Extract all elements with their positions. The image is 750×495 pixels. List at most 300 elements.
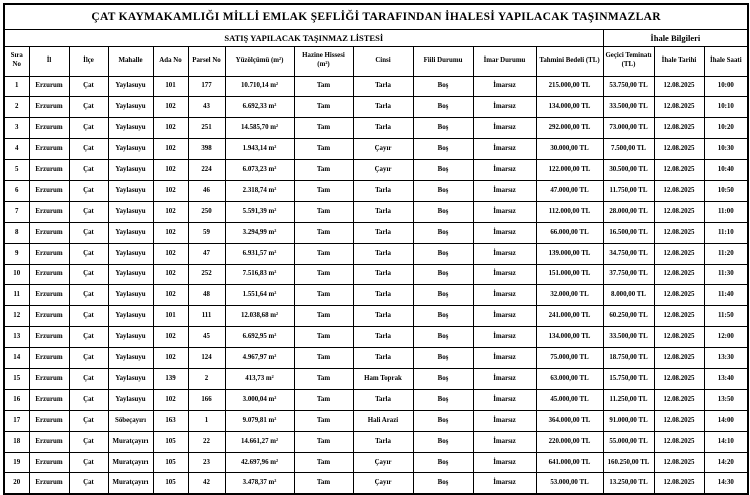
table-cell: 63.000,00 TL (536, 368, 603, 389)
table-cell: Çat (69, 368, 108, 389)
table-cell: Erzurum (29, 368, 69, 389)
table-cell: Boş (413, 410, 473, 431)
table-row (4, 118, 748, 139)
table-cell: Tam (294, 243, 353, 264)
table-row (4, 473, 748, 494)
table-cell: 139 (153, 368, 188, 389)
table-cell: İmarsız (473, 431, 536, 452)
table-cell: 7 (4, 201, 29, 222)
table-cell: 102 (153, 180, 188, 201)
table-cell: 12.08.2025 (654, 139, 704, 160)
table-row (4, 97, 748, 118)
table-cell: Tam (294, 180, 353, 201)
group-header-sale-list: SATIŞ YAPILACAK TAŞINMAZ LİSTESİ (4, 29, 603, 46)
table-cell: Tam (294, 201, 353, 222)
table-cell: 10:20 (704, 118, 748, 139)
table-cell: Boş (413, 97, 473, 118)
table-cell: Erzurum (29, 76, 69, 97)
table-cell: 12.08.2025 (654, 201, 704, 222)
table-row (4, 368, 748, 389)
table-cell: Tarla (353, 431, 413, 452)
table-cell: Erzurum (29, 473, 69, 494)
table-cell: 46 (188, 180, 225, 201)
table-cell: Boş (413, 285, 473, 306)
table-cell: 12.08.2025 (654, 222, 704, 243)
table-cell: 6.692,95 m² (225, 327, 294, 348)
table-cell: Yaylasuyu (108, 180, 153, 201)
table-cell: Erzurum (29, 97, 69, 118)
table-cell: İmarsız (473, 473, 536, 494)
column-header-13: Geçici Teminatı (TL) (603, 46, 654, 76)
table-cell: Boş (413, 368, 473, 389)
table-cell: 53.750,00 TL (603, 76, 654, 97)
table-cell: Tarla (353, 389, 413, 410)
table-cell: 11.750,00 TL (603, 180, 654, 201)
table-cell: 2 (188, 368, 225, 389)
table-cell: 10:00 (704, 76, 748, 97)
table-cell: 6 (4, 180, 29, 201)
table-cell: 17 (4, 410, 29, 431)
table-cell: 12.08.2025 (654, 76, 704, 97)
table-cell: 32.000,00 TL (536, 285, 603, 306)
table-row (4, 431, 748, 452)
table-cell: Boş (413, 139, 473, 160)
column-header-9: Cinsi (353, 46, 413, 76)
table-cell: Tam (294, 473, 353, 494)
table-cell: Çat (69, 118, 108, 139)
table-cell: Çayır (353, 139, 413, 160)
table-cell: Boş (413, 431, 473, 452)
column-header-2: İl (29, 46, 69, 76)
table-cell: 166 (188, 389, 225, 410)
table-row (4, 389, 748, 410)
table-cell: 102 (153, 327, 188, 348)
column-header-6: Parsel No (188, 46, 225, 76)
table-cell: 12.08.2025 (654, 431, 704, 452)
table-cell: Erzurum (29, 306, 69, 327)
table-cell: 102 (153, 160, 188, 181)
table-cell: 16 (4, 389, 29, 410)
table-cell: 111 (188, 306, 225, 327)
table-cell: 413,73 m² (225, 368, 294, 389)
table-cell: 139.000,00 TL (536, 243, 603, 264)
table-cell: 2.318,74 m² (225, 180, 294, 201)
table-row (4, 160, 748, 181)
table-cell: Yaylasuyu (108, 76, 153, 97)
table-cell: 124 (188, 348, 225, 369)
table-cell: İmarsız (473, 389, 536, 410)
table-cell: 10:50 (704, 180, 748, 201)
table-cell: Erzurum (29, 243, 69, 264)
table-cell: 14.661,27 m² (225, 431, 294, 452)
table-cell: 14:30 (704, 473, 748, 494)
table-cell: 42 (188, 473, 225, 494)
table-cell: 55.000,00 TL (603, 431, 654, 452)
table-cell: İmarsız (473, 243, 536, 264)
table-cell: Tarla (353, 348, 413, 369)
table-cell: İmarsız (473, 222, 536, 243)
table-cell: 91.000,00 TL (603, 410, 654, 431)
table-cell: 102 (153, 348, 188, 369)
table-cell: Tam (294, 431, 353, 452)
table-cell: 14.585,70 m² (225, 118, 294, 139)
table-cell: 224 (188, 160, 225, 181)
table-cell: 12.08.2025 (654, 285, 704, 306)
table-cell: Tarla (353, 118, 413, 139)
table-cell: Muratçayırı (108, 473, 153, 494)
table-cell: 11:10 (704, 222, 748, 243)
table-cell: Erzurum (29, 222, 69, 243)
table-cell: 10:40 (704, 160, 748, 181)
table-cell: 3.294,99 m² (225, 222, 294, 243)
table-cell: 102 (153, 243, 188, 264)
table-cell: Muratçayırı (108, 431, 153, 452)
table-cell: İmarsız (473, 306, 536, 327)
table-cell: 292.000,00 TL (536, 118, 603, 139)
table-cell: 11:00 (704, 201, 748, 222)
table-cell: 18 (4, 431, 29, 452)
table-cell: Çat (69, 473, 108, 494)
table-cell: Çat (69, 97, 108, 118)
table-cell: Yaylasuyu (108, 118, 153, 139)
table-cell: 12.08.2025 (654, 452, 704, 473)
table-cell: Erzurum (29, 180, 69, 201)
table-cell: 6.073,23 m² (225, 160, 294, 181)
table-cell: 102 (153, 389, 188, 410)
table-cell: Tam (294, 410, 353, 431)
table-cell: 20 (4, 473, 29, 494)
table-cell: Erzurum (29, 389, 69, 410)
column-header-3: İlçe (69, 46, 108, 76)
table-cell: 11 (4, 285, 29, 306)
table-cell: 122.000,00 TL (536, 160, 603, 181)
table-cell: Çat (69, 76, 108, 97)
table-cell: 15 (4, 368, 29, 389)
table-cell: Erzurum (29, 139, 69, 160)
table-cell: 364.000,00 TL (536, 410, 603, 431)
table-row (4, 264, 748, 285)
table-cell: 13:30 (704, 348, 748, 369)
table-cell: 12.08.2025 (654, 118, 704, 139)
table-cell: Çat (69, 389, 108, 410)
table-cell: 101 (153, 76, 188, 97)
table-cell: Tarla (353, 243, 413, 264)
table-cell: İmarsız (473, 452, 536, 473)
column-header-row (4, 46, 748, 76)
table-cell: 19 (4, 452, 29, 473)
table-cell: 12.038,68 m² (225, 306, 294, 327)
table-cell: 37.750,00 TL (603, 264, 654, 285)
table-cell: Erzurum (29, 348, 69, 369)
table-cell: Ham Toprak (353, 368, 413, 389)
table-cell: Boş (413, 327, 473, 348)
table-cell: 10:30 (704, 139, 748, 160)
table-cell: 8.000,00 TL (603, 285, 654, 306)
table-cell: Boş (413, 389, 473, 410)
table-cell: 6.692,33 m² (225, 97, 294, 118)
table-cell: 12.08.2025 (654, 368, 704, 389)
table-cell: Tarla (353, 97, 413, 118)
table-cell: 5 (4, 160, 29, 181)
table-cell: 13 (4, 327, 29, 348)
table-row (4, 306, 748, 327)
table-cell: Çat (69, 243, 108, 264)
table-cell: 33.500,00 TL (603, 327, 654, 348)
table-cell: 11:30 (704, 264, 748, 285)
table-cell: 14:00 (704, 410, 748, 431)
table-cell: Yaylasuyu (108, 368, 153, 389)
table-cell: 1.943,14 m² (225, 139, 294, 160)
table-row (4, 139, 748, 160)
table-cell: Çat (69, 452, 108, 473)
table-row (4, 180, 748, 201)
table-cell: 12.08.2025 (654, 306, 704, 327)
table-cell: 13:40 (704, 368, 748, 389)
column-header-10: Fiili Durumu (413, 46, 473, 76)
column-header-8: Hazine Hissesi (m²) (294, 46, 353, 76)
table-cell: Çat (69, 431, 108, 452)
table-cell: 13.250,00 TL (603, 473, 654, 494)
table-cell: 241.000,00 TL (536, 306, 603, 327)
table-cell: Tam (294, 222, 353, 243)
table-cell: Çayır (353, 452, 413, 473)
table-cell: 33.500,00 TL (603, 97, 654, 118)
table-cell: İmarsız (473, 118, 536, 139)
table-cell: Yaylasuyu (108, 243, 153, 264)
table-cell: 3.478,37 m² (225, 473, 294, 494)
column-header-1: Sıra No (4, 46, 29, 76)
table-cell: Erzurum (29, 118, 69, 139)
table-cell: Boş (413, 180, 473, 201)
table-cell: Tam (294, 264, 353, 285)
table-cell: İmarsız (473, 327, 536, 348)
table-cell: Çat (69, 180, 108, 201)
table-cell: 3 (4, 118, 29, 139)
table-cell: Çat (69, 306, 108, 327)
table-cell: Boş (413, 222, 473, 243)
table-cell: Çat (69, 201, 108, 222)
table-cell: Boş (413, 452, 473, 473)
table-cell: Tam (294, 348, 353, 369)
table-cell: 30.000,00 TL (536, 139, 603, 160)
table-cell: Boş (413, 264, 473, 285)
table-cell: 43 (188, 97, 225, 118)
table-cell: Boş (413, 160, 473, 181)
table-cell: Tarla (353, 201, 413, 222)
table-cell: Çat (69, 285, 108, 306)
table-cell: 102 (153, 139, 188, 160)
table-cell: 11.250,00 TL (603, 389, 654, 410)
table-cell: 53.000,00 TL (536, 473, 603, 494)
table-cell: Yaylasuyu (108, 160, 153, 181)
table-cell: Yaylasuyu (108, 222, 153, 243)
table-cell: 102 (153, 97, 188, 118)
table-cell: Boş (413, 118, 473, 139)
table-cell: 9.079,81 m² (225, 410, 294, 431)
table-cell: 45 (188, 327, 225, 348)
table-cell: Boş (413, 348, 473, 369)
table-cell: 220.000,00 TL (536, 431, 603, 452)
table-cell: Boş (413, 76, 473, 97)
table-cell: Yaylasuyu (108, 285, 153, 306)
property-auction-table (3, 3, 749, 495)
table-cell: Erzurum (29, 410, 69, 431)
table-cell: Yaylasuyu (108, 264, 153, 285)
table-cell: 13:50 (704, 389, 748, 410)
table-cell: Çayır (353, 160, 413, 181)
table-cell: 60.250,00 TL (603, 306, 654, 327)
table-row (4, 222, 748, 243)
table-cell: Yaylasuyu (108, 306, 153, 327)
table-cell: Tarla (353, 180, 413, 201)
table-cell: 11:40 (704, 285, 748, 306)
table-cell: Tam (294, 97, 353, 118)
table-cell: İmarsız (473, 76, 536, 97)
table-cell: 10:10 (704, 97, 748, 118)
table-cell: 2 (4, 97, 29, 118)
table-cell: 12.08.2025 (654, 180, 704, 201)
table-cell: 15.750,00 TL (603, 368, 654, 389)
table-cell: Erzurum (29, 285, 69, 306)
table-cell: 14 (4, 348, 29, 369)
table-cell: Erzurum (29, 452, 69, 473)
table-cell: Erzurum (29, 431, 69, 452)
table-cell: 18.750,00 TL (603, 348, 654, 369)
title-row (4, 4, 748, 29)
table-cell: Tam (294, 118, 353, 139)
table-cell: 102 (153, 222, 188, 243)
column-header-4: Mahalle (108, 46, 153, 76)
table-cell: 22 (188, 431, 225, 452)
table-cell: 215.000,00 TL (536, 76, 603, 97)
table-cell: Tam (294, 368, 353, 389)
page-title: ÇAT KAYMAKAMLIĞI MİLLİ EMLAK ŞEFLİĞİ TARAFINDAN İHALESİ YAPILACAK TAŞINMAZLAR (4, 4, 748, 29)
table-cell: Boş (413, 306, 473, 327)
table-cell: Yaylasuyu (108, 97, 153, 118)
table-cell: İmarsız (473, 264, 536, 285)
table-cell: 14:10 (704, 431, 748, 452)
table-cell: 101 (153, 306, 188, 327)
table-cell: 42.697,96 m² (225, 452, 294, 473)
table-cell: 102 (153, 285, 188, 306)
table-cell: Tam (294, 160, 353, 181)
table-cell: Tam (294, 327, 353, 348)
table-cell: 4 (4, 139, 29, 160)
group-header-row (4, 29, 748, 46)
table-cell: 45.000,00 TL (536, 389, 603, 410)
table-cell: İmarsız (473, 180, 536, 201)
table-cell: İmarsız (473, 368, 536, 389)
table-cell: 6.931,57 m² (225, 243, 294, 264)
table-cell: 105 (153, 473, 188, 494)
table-cell: 12.08.2025 (654, 160, 704, 181)
table-cell: Çat (69, 410, 108, 431)
table-cell: 7.516,83 m² (225, 264, 294, 285)
table-cell: 14:20 (704, 452, 748, 473)
table-cell: 30.500,00 TL (603, 160, 654, 181)
table-cell: Yaylasuyu (108, 139, 153, 160)
table-cell: 105 (153, 452, 188, 473)
column-header-15: İhale Saati (704, 46, 748, 76)
table-cell: Tam (294, 452, 353, 473)
table-cell: Tam (294, 285, 353, 306)
column-header-11: İmar Durumu (473, 46, 536, 76)
table-cell: 102 (153, 201, 188, 222)
table-cell: Yaylasuyu (108, 201, 153, 222)
table-cell: 28.000,00 TL (603, 201, 654, 222)
table-cell: 3.000,04 m² (225, 389, 294, 410)
table-cell: Yaylasuyu (108, 348, 153, 369)
table-cell: 134.000,00 TL (536, 327, 603, 348)
table-cell: 250 (188, 201, 225, 222)
table-cell: 75.000,00 TL (536, 348, 603, 369)
group-header-auction-info: İhale Bilgileri (603, 29, 748, 46)
table-cell: 151.000,00 TL (536, 264, 603, 285)
table-row (4, 243, 748, 264)
table-cell: 12.08.2025 (654, 327, 704, 348)
table-cell: 73.000,00 TL (603, 118, 654, 139)
table-cell: 641.000,00 TL (536, 452, 603, 473)
table-row (4, 452, 748, 473)
table-cell: 160.250,00 TL (603, 452, 654, 473)
table-cell: Yaylasuyu (108, 327, 153, 348)
table-cell: 11:20 (704, 243, 748, 264)
table-cell: 12.08.2025 (654, 389, 704, 410)
table-cell: 23 (188, 452, 225, 473)
table-cell: 12.08.2025 (654, 348, 704, 369)
table-cell: 12.08.2025 (654, 243, 704, 264)
table-cell: Tarla (353, 327, 413, 348)
table-row (4, 348, 748, 369)
table-cell: Çat (69, 139, 108, 160)
table-row (4, 410, 748, 431)
table-cell: Yaylasuyu (108, 389, 153, 410)
table-cell: 102 (153, 118, 188, 139)
table-cell: 12.08.2025 (654, 473, 704, 494)
table-cell: 10 (4, 264, 29, 285)
table-cell: Boş (413, 243, 473, 264)
table-cell: 7.500,00 TL (603, 139, 654, 160)
column-header-14: İhale Tarihi (654, 46, 704, 76)
table-cell: İmarsız (473, 348, 536, 369)
table-cell: Erzurum (29, 201, 69, 222)
table-cell: 252 (188, 264, 225, 285)
table-row (4, 76, 748, 97)
table-row (4, 201, 748, 222)
table-cell: 11:50 (704, 306, 748, 327)
table-cell: 1 (188, 410, 225, 431)
table-cell: 47 (188, 243, 225, 264)
table-cell: Çat (69, 160, 108, 181)
table-cell: Tarla (353, 222, 413, 243)
table-cell: 398 (188, 139, 225, 160)
table-cell: İmarsız (473, 201, 536, 222)
table-cell: Tarla (353, 76, 413, 97)
table-cell: 134.000,00 TL (536, 97, 603, 118)
table-cell: 105 (153, 431, 188, 452)
table-cell: 16.500,00 TL (603, 222, 654, 243)
table-row (4, 327, 748, 348)
table-cell: Boş (413, 473, 473, 494)
table-cell: Muratçayırı (108, 452, 153, 473)
table-body (4, 76, 748, 494)
table-cell: Çayır (353, 473, 413, 494)
table-cell: 10.710,14 m² (225, 76, 294, 97)
table-cell: Erzurum (29, 160, 69, 181)
table-cell: 1 (4, 76, 29, 97)
table-cell: İmarsız (473, 139, 536, 160)
table-cell: 47.000,00 TL (536, 180, 603, 201)
